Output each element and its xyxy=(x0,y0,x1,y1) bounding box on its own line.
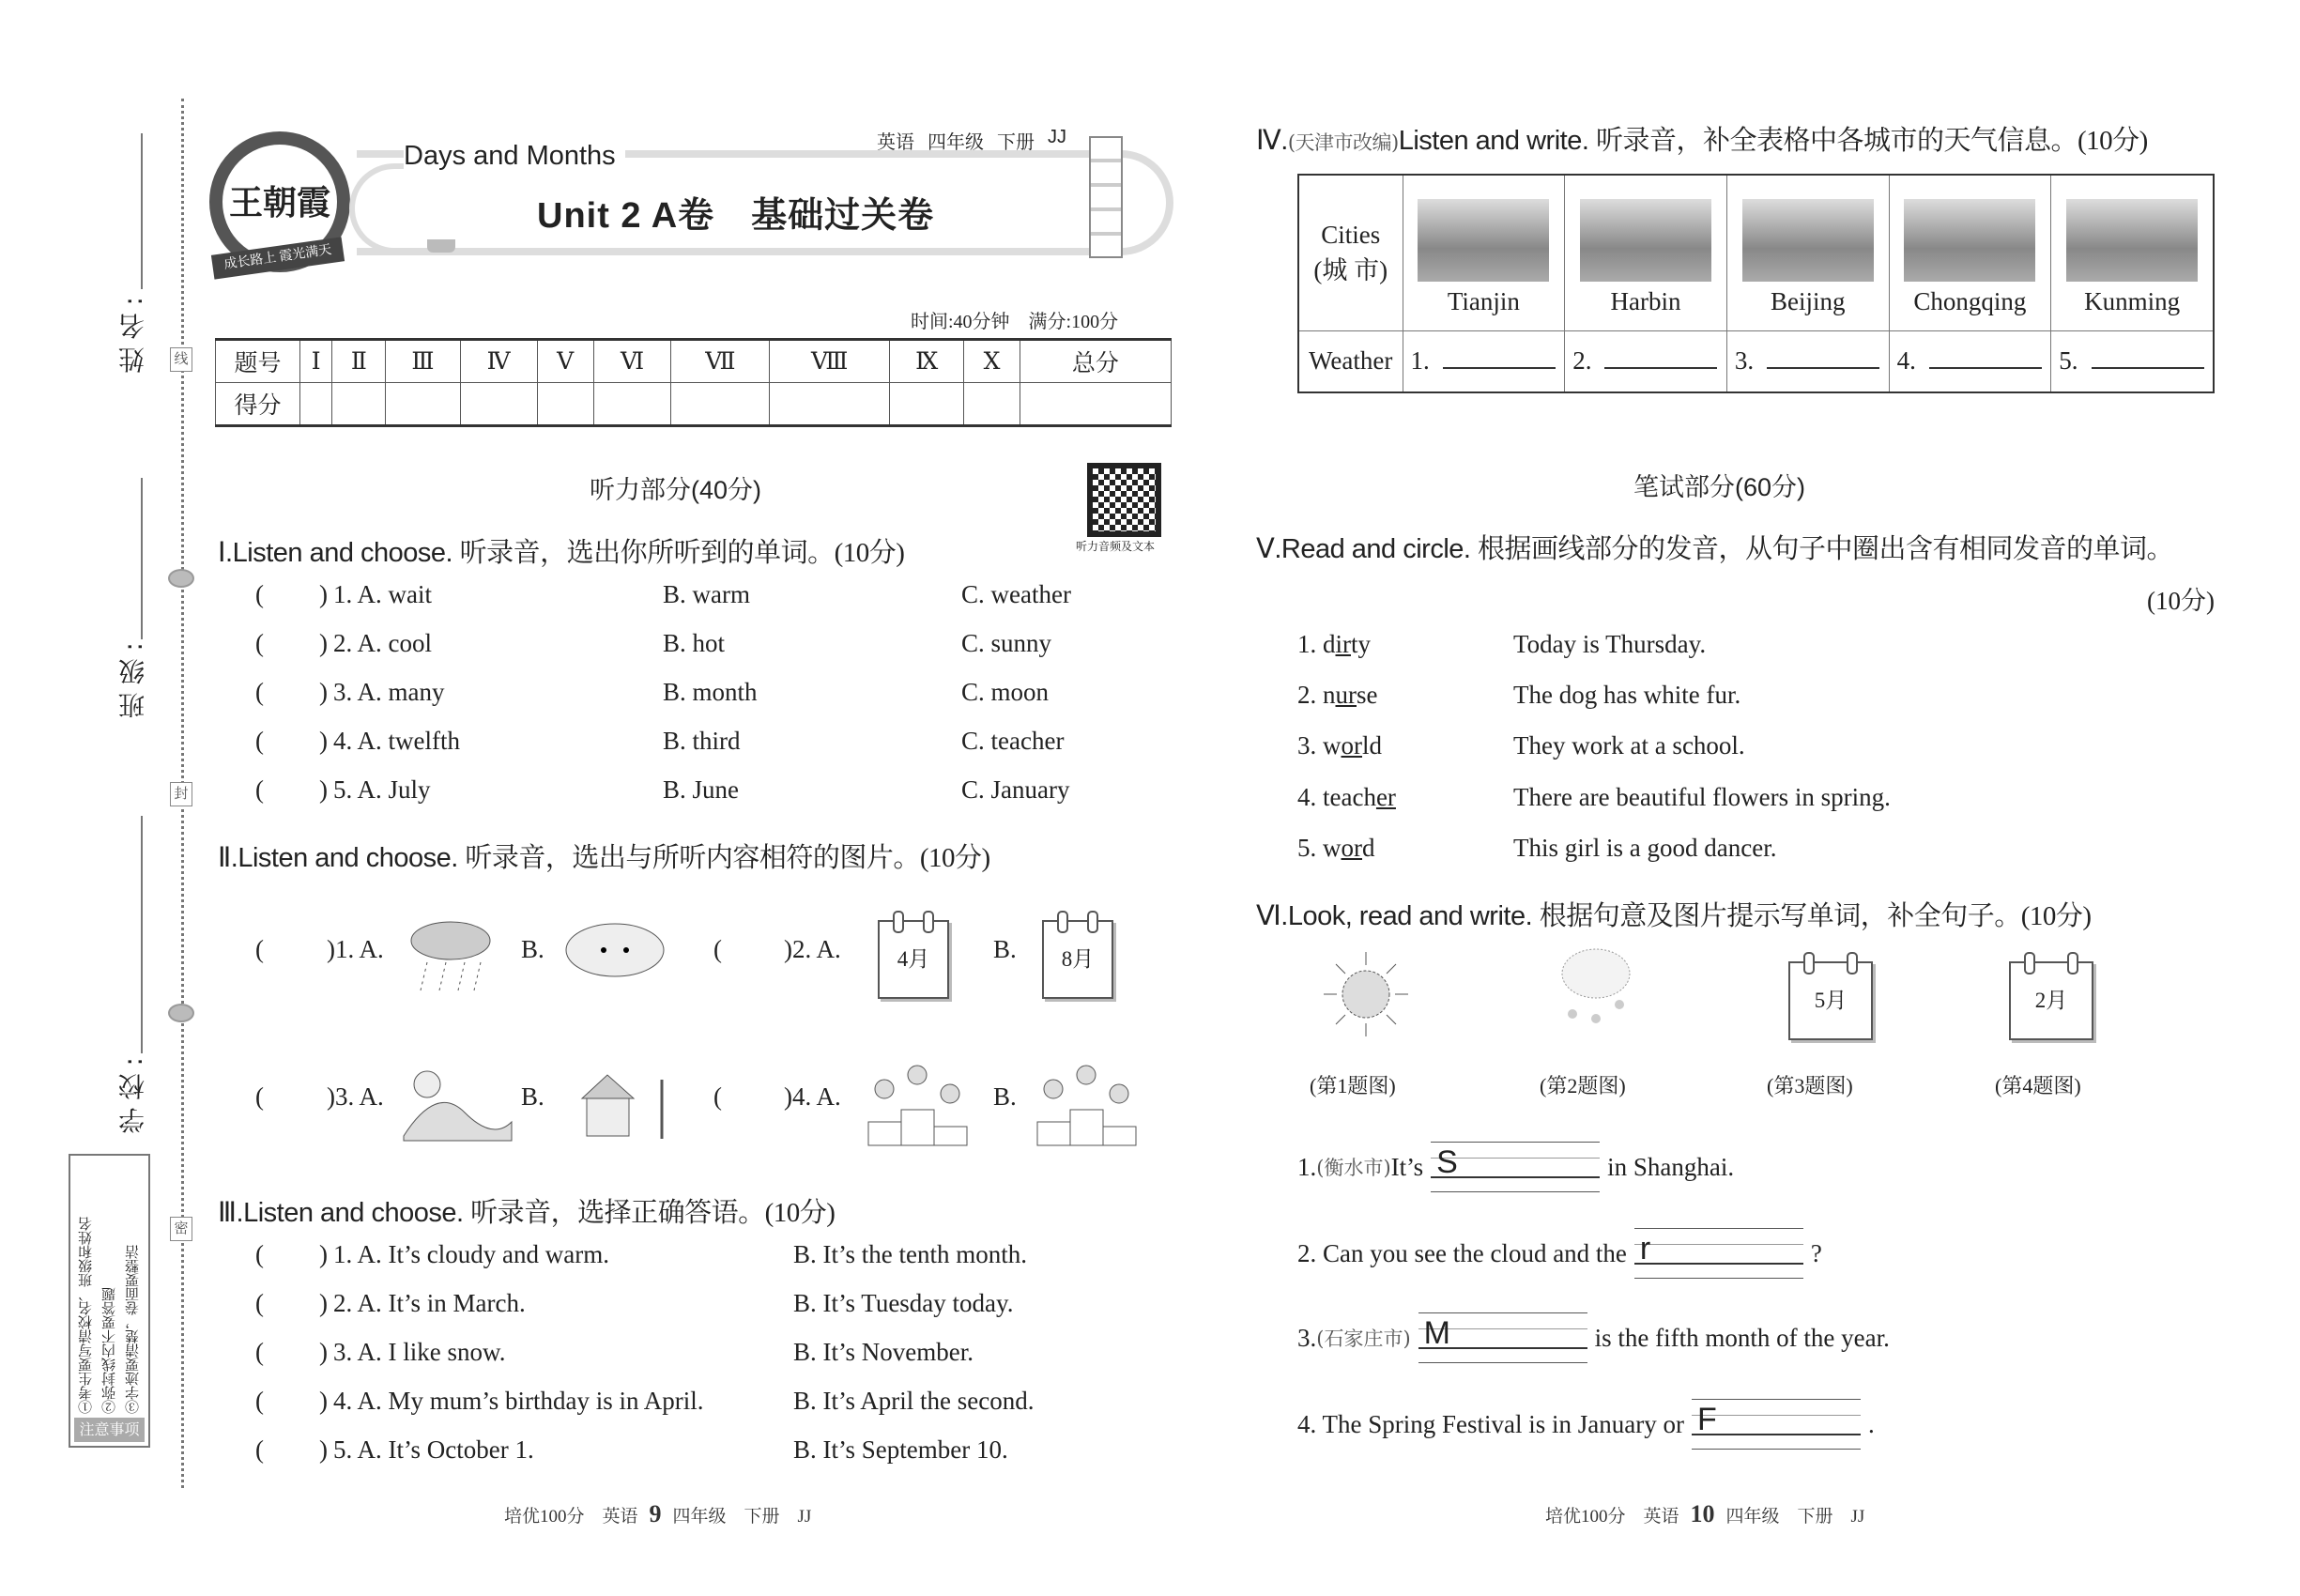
option-b: B. warm xyxy=(663,580,750,608)
option-a: 5. A. It’s October 1. xyxy=(333,1435,534,1464)
section-2-heading xyxy=(218,836,990,875)
underlined-sound: or xyxy=(1341,834,1362,862)
sentence-text: It’s xyxy=(1390,1152,1424,1181)
section-number: Ⅵ. xyxy=(1256,901,1288,931)
fill-sentence xyxy=(1297,1312,1890,1363)
source-note: (衡水市) xyxy=(1316,1157,1391,1179)
answer-paren[interactable]: ( xyxy=(255,1082,264,1111)
section-6-heading xyxy=(1256,895,2092,933)
option-b: B. It’s November. xyxy=(793,1338,974,1366)
notice-items xyxy=(74,1159,145,1418)
school-label: 学校: xyxy=(117,1050,148,1134)
score-header-cell: Ⅰ xyxy=(300,340,332,383)
section-title: Look, read and write. 根据句意及图片提示写单词，补全句子。 xyxy=(1287,901,2021,931)
fill-sentence xyxy=(1297,1142,1734,1192)
time-info: 时间:40分钟 满分:100分 xyxy=(911,312,1119,332)
weather-cell[interactable] xyxy=(1726,330,1889,392)
calendar-icon: 5月 xyxy=(1788,961,1873,1040)
option-b: B. third xyxy=(663,727,741,755)
lighthouse-icon xyxy=(1089,136,1123,258)
city-name: Kunming xyxy=(2084,286,2181,315)
podium-kids-icon xyxy=(1033,1051,1141,1150)
score-header-cell: Ⅳ xyxy=(460,340,537,383)
section-points: (10分) xyxy=(2020,901,2092,931)
seal-circle-icon xyxy=(168,569,194,588)
option-b: B. month xyxy=(663,678,758,706)
footer-text: 培优100分 英语 xyxy=(1545,1507,1679,1527)
option-c: C. teacher xyxy=(961,727,1065,755)
blank-number: 3. xyxy=(1734,346,1755,376)
score-header-cell: 总分 xyxy=(1020,340,1171,383)
option-c: C. weather xyxy=(961,580,1071,608)
section-number: Ⅲ. xyxy=(218,1198,244,1228)
weather-cell[interactable] xyxy=(1565,330,1727,392)
page-footer-right xyxy=(1545,1500,1864,1528)
source-note: (石家庄市) xyxy=(1316,1327,1411,1350)
tag-edition: JJ xyxy=(1048,127,1066,147)
section-heading-writing: 笔试部分(60分) xyxy=(1633,473,1806,501)
circle-sentence[interactable]: This girl is a good dancer. xyxy=(1513,834,1777,862)
answer-blank[interactable] xyxy=(2092,367,2204,369)
school-line[interactable] xyxy=(141,816,143,1053)
option-b: B. hot xyxy=(663,629,726,657)
word-part: 5. w xyxy=(1297,834,1342,862)
answer-blank[interactable] xyxy=(1767,367,1879,369)
picture-caption: (第1题图) xyxy=(1310,1074,1396,1097)
section-source-note: (天津市改编) xyxy=(1287,131,1399,154)
word-part: se xyxy=(1357,681,1378,709)
section-3-heading xyxy=(218,1191,835,1230)
score-cell[interactable] xyxy=(300,383,332,426)
section-points: (10分) xyxy=(2147,587,2215,615)
city-cell xyxy=(1726,175,1889,330)
section-number: Ⅰ. xyxy=(218,538,233,568)
city-photo xyxy=(1418,199,1549,282)
paren-close: ) xyxy=(319,1289,328,1317)
answer-paren[interactable]: ( xyxy=(255,678,264,706)
cities-label-cn: (城 市) xyxy=(1313,256,1388,285)
class-label: 班级: xyxy=(117,635,148,719)
option-label: B. xyxy=(521,935,544,963)
unit-title: Unit 2 A卷 基础过关卷 xyxy=(537,196,935,236)
footer-text: 培优100分 英语 xyxy=(504,1507,638,1527)
section-5-heading xyxy=(1256,528,2173,566)
page-number: 10 xyxy=(1690,1500,1715,1527)
answer-blank[interactable] xyxy=(1604,367,1717,369)
hint-letter: S xyxy=(1436,1144,1458,1180)
score-cell[interactable] xyxy=(537,383,593,426)
score-header-cell: Ⅷ xyxy=(770,340,890,383)
score-header-cell: Ⅲ xyxy=(386,340,460,383)
option-label: B. xyxy=(993,1082,1017,1111)
option-a: 4. A. My mum’s birthday is in April. xyxy=(333,1387,704,1415)
score-header-cell: Ⅸ xyxy=(890,340,964,383)
option-a: 2. A. It’s in March. xyxy=(333,1289,526,1317)
option-b: B. It’s September 10. xyxy=(793,1435,1008,1464)
header-tags xyxy=(877,127,1066,154)
four-line-answer[interactable] xyxy=(1634,1228,1803,1279)
sentence-end: . xyxy=(1867,1409,1875,1438)
seal-mark: 线 xyxy=(170,347,192,372)
city-name: Harbin xyxy=(1610,286,1681,315)
score-header-cell: Ⅶ xyxy=(671,340,770,383)
score-cell[interactable] xyxy=(1020,383,1171,426)
option-label: )4. A. xyxy=(784,1082,841,1111)
option-a: 1. A. It’s cloudy and warm. xyxy=(333,1240,609,1268)
answer-blank[interactable] xyxy=(1929,367,2042,369)
paren-close: ) xyxy=(319,1435,328,1464)
city-photo xyxy=(1742,199,1874,282)
calendar-icon: 4月 xyxy=(878,920,949,999)
option-a: 4. A. twelfth xyxy=(333,727,460,755)
option-a: 5. A. July xyxy=(333,775,431,804)
footer-text: 四年级 下册 JJ xyxy=(672,1507,812,1527)
blank-number: 1. xyxy=(1410,346,1430,376)
winter-house-icon xyxy=(568,1056,690,1145)
weather-cell[interactable] xyxy=(1403,330,1565,392)
snow-cloud-icon xyxy=(1554,944,1638,1037)
target-word xyxy=(1297,731,1382,760)
section-points: (10分) xyxy=(2077,126,2148,156)
word-part: 4. teach xyxy=(1297,783,1376,811)
score-row-label: 得分 xyxy=(216,383,300,426)
option-b: B. June xyxy=(663,775,739,804)
sentence-text: 4. The Spring Festival is in January or xyxy=(1297,1409,1684,1438)
blank-number: 2. xyxy=(1572,346,1592,376)
notice-item: ③字迹要清楚，卷面要整洁 xyxy=(125,1245,141,1414)
option-label: )2. A. xyxy=(784,935,841,963)
option-label: B. xyxy=(521,1082,544,1111)
notice-item: ②弥封线内不要答题 xyxy=(101,1287,117,1414)
tag-term: 下册 xyxy=(997,132,1035,153)
score-header-cell: Ⅱ xyxy=(332,340,386,383)
footer-text: 四年级 下册 JJ xyxy=(1725,1507,1865,1527)
notice-box xyxy=(69,1154,150,1448)
answer-paren[interactable]: ( xyxy=(255,1338,264,1366)
answer-paren[interactable]: ( xyxy=(255,1289,264,1317)
sun-icon xyxy=(1324,950,1408,1039)
name-line[interactable] xyxy=(141,133,143,289)
option-b: B. It’s Tuesday today. xyxy=(793,1289,1014,1317)
weather-table xyxy=(1297,174,2215,393)
seal-mark: 封 xyxy=(170,782,192,806)
score-header-cell: 题号 xyxy=(216,340,300,383)
hint-letter: F xyxy=(1696,1402,1717,1437)
cities-label: Cities xyxy=(1321,221,1381,250)
option-b: B. It’s the tenth month. xyxy=(793,1240,1027,1268)
option-label: )3. A. xyxy=(327,1082,384,1111)
city-cell xyxy=(2051,175,2214,330)
score-cell[interactable] xyxy=(671,383,770,426)
underlined-sound: or xyxy=(1341,731,1362,760)
section-title: Listen and choose. 听录音，选出你所听到的单词。 xyxy=(232,538,835,568)
underlined-sound: ur xyxy=(1335,681,1357,709)
score-header-cell: Ⅴ xyxy=(537,340,593,383)
seal-mark: 密 xyxy=(170,1217,192,1241)
word-part: 3. w xyxy=(1297,731,1342,760)
score-cell[interactable] xyxy=(890,383,964,426)
answer-paren[interactable]: ( xyxy=(713,1082,722,1111)
option-a: 3. A. many xyxy=(333,678,445,706)
circle-sentence[interactable]: The dog has white fur. xyxy=(1513,681,1741,709)
unit-subtitle: Days and Months xyxy=(404,141,625,172)
paren-close: ) xyxy=(319,678,328,706)
city-photo xyxy=(1580,199,1711,282)
paren-close: ) xyxy=(319,1338,328,1366)
target-word xyxy=(1297,630,1371,659)
fill-sentence xyxy=(1297,1228,1822,1279)
section-title: Listen and choose. 听录音，选择正确答语。 xyxy=(243,1198,765,1228)
score-cell[interactable] xyxy=(964,383,1020,426)
qr-caption: 听力音频及文本 xyxy=(1076,540,1156,553)
score-cell[interactable] xyxy=(332,383,386,426)
qr-code-icon[interactable] xyxy=(1087,463,1161,537)
score-cell[interactable] xyxy=(460,383,537,426)
city-photo xyxy=(1904,199,2035,282)
city-cell xyxy=(1403,175,1565,330)
section-number: Ⅱ. xyxy=(218,843,238,873)
logo-text: 王朝霞 xyxy=(228,183,330,223)
sentence-end: is the fifth month of the year. xyxy=(1594,1323,1890,1352)
picture-caption: (第2题图) xyxy=(1540,1074,1626,1097)
option-c: C. sunny xyxy=(961,629,1052,657)
picture-caption: (第4题图) xyxy=(1995,1074,2081,1097)
logo-slogan: 成长路上 霞光满天 xyxy=(211,237,345,279)
section-title: Listen and write. 听录音，补全表格中各城市的天气信息。 xyxy=(1398,126,2078,156)
tag-grade: 四年级 xyxy=(928,132,984,153)
seal-circle-icon xyxy=(168,1004,194,1022)
weather-label: Weather xyxy=(1298,330,1403,392)
section-points: (10分) xyxy=(764,1198,836,1228)
section-1-heading xyxy=(218,531,904,570)
score-header-cell: Ⅵ xyxy=(593,340,671,383)
page-footer-left xyxy=(504,1500,811,1528)
answer-paren[interactable]: ( xyxy=(255,629,264,657)
score-cell[interactable] xyxy=(770,383,890,426)
sentence-end: ? xyxy=(1810,1238,1822,1267)
section-number: Ⅴ. xyxy=(1256,534,1281,564)
fill-sentence xyxy=(1297,1399,1875,1450)
four-line-answer[interactable] xyxy=(1418,1312,1587,1363)
answer-paren[interactable]: ( xyxy=(255,775,264,804)
tag-subject: 英语 xyxy=(877,132,914,153)
sentence-text: 1. xyxy=(1297,1152,1317,1181)
circle-sentence[interactable]: They work at a school. xyxy=(1513,731,1745,760)
section-number: Ⅳ. xyxy=(1256,126,1288,156)
cities-header xyxy=(1298,175,1403,330)
name-label: 姓名: xyxy=(117,289,148,374)
word-part: ld xyxy=(1362,731,1383,760)
answer-paren[interactable]: ( xyxy=(255,1387,264,1415)
calendar-icon: 8月 xyxy=(1042,920,1113,999)
word-part: 1. d xyxy=(1297,630,1336,658)
answer-paren[interactable]: ( xyxy=(255,1435,264,1464)
paren-close: ) xyxy=(319,1240,328,1268)
score-table xyxy=(215,338,1172,427)
landscape-icon xyxy=(399,1056,516,1145)
hint-letter: M xyxy=(1423,1315,1450,1351)
city-name: Chongqing xyxy=(1913,286,2027,315)
four-line-answer[interactable] xyxy=(1431,1142,1600,1192)
option-c: C. moon xyxy=(961,678,1050,706)
city-name: Beijing xyxy=(1770,286,1846,315)
four-line-answer[interactable] xyxy=(1692,1399,1861,1450)
section-heading-listening: 听力部分(40分) xyxy=(590,476,762,504)
circle-sentence[interactable]: There are beautiful flowers in spring. xyxy=(1513,783,1891,811)
blank-number: 5. xyxy=(2059,346,2078,376)
option-c: C. January xyxy=(961,775,1070,804)
picture-caption: (第3题图) xyxy=(1767,1074,1853,1097)
section-4-heading xyxy=(1256,119,2148,158)
sentence-end: in Shanghai. xyxy=(1607,1152,1735,1181)
paren-close: ) xyxy=(319,629,328,657)
city-name: Tianjin xyxy=(1447,286,1520,315)
blank-number: 4. xyxy=(1896,346,1916,376)
option-b: B. It’s April the second. xyxy=(793,1387,1035,1415)
page-number: 9 xyxy=(649,1500,662,1527)
answer-paren[interactable]: ( xyxy=(255,580,264,608)
city-cell xyxy=(1565,175,1727,330)
target-word xyxy=(1297,834,1375,863)
weather-cell[interactable] xyxy=(1889,330,2051,392)
paren-close: ) xyxy=(319,727,328,755)
notice-item: ①考生要写清校名、班级和姓名 xyxy=(78,1217,94,1414)
option-a: 3. A. I like snow. xyxy=(333,1338,506,1366)
score-header-cell: Ⅹ xyxy=(964,340,1020,383)
city-photo xyxy=(2066,199,2198,282)
rain-cloud-icon xyxy=(404,911,498,995)
circle-sentence[interactable]: Today is Thursday. xyxy=(1513,630,1707,658)
hint-letter: r xyxy=(1639,1231,1651,1266)
word-part: 2. n xyxy=(1297,681,1336,709)
section-points: (10分) xyxy=(919,843,990,873)
word-part: d xyxy=(1362,834,1375,862)
podium-kids-icon xyxy=(864,1051,972,1150)
paren-close: ) xyxy=(319,580,328,608)
answer-blank[interactable] xyxy=(1443,367,1556,369)
underlined-sound: er xyxy=(1375,783,1396,811)
score-cell[interactable] xyxy=(386,383,460,426)
option-a: 1. A. wait xyxy=(333,580,432,608)
section-points: (10分) xyxy=(834,538,905,568)
option-label: B. xyxy=(993,935,1017,963)
answer-paren[interactable]: ( xyxy=(255,1240,264,1268)
target-word xyxy=(1297,783,1396,812)
option-a: 2. A. cool xyxy=(333,629,432,657)
target-word xyxy=(1297,681,1378,710)
answer-paren[interactable]: ( xyxy=(713,935,722,963)
answer-paren[interactable]: ( xyxy=(255,935,264,963)
weather-cell[interactable] xyxy=(2051,330,2214,392)
sentence-text: 3. xyxy=(1297,1323,1317,1352)
calendar-icon: 2月 xyxy=(2009,961,2093,1040)
cloud-face-icon xyxy=(559,911,671,986)
section-title: Listen and choose. 听录音，选出与所听内容相符的图片。 xyxy=(238,843,920,873)
class-line[interactable] xyxy=(141,478,143,639)
underlined-sound: ir xyxy=(1335,630,1351,658)
section-title: Read and circle. 根据画线部分的发音，从句子中圈出含有相同发音的单词。 xyxy=(1280,534,2174,564)
notice-title: 注意事项 xyxy=(74,1418,145,1442)
city-cell xyxy=(1889,175,2051,330)
option-label: )1. A. xyxy=(327,935,384,963)
ship-icon xyxy=(427,239,455,253)
paren-close: ) xyxy=(319,1387,328,1415)
paren-close: ) xyxy=(319,775,328,804)
answer-paren[interactable]: ( xyxy=(255,727,264,755)
sentence-text: 2. Can you see the cloud and the xyxy=(1297,1238,1627,1267)
score-cell[interactable] xyxy=(593,383,671,426)
word-part: ty xyxy=(1351,630,1372,658)
